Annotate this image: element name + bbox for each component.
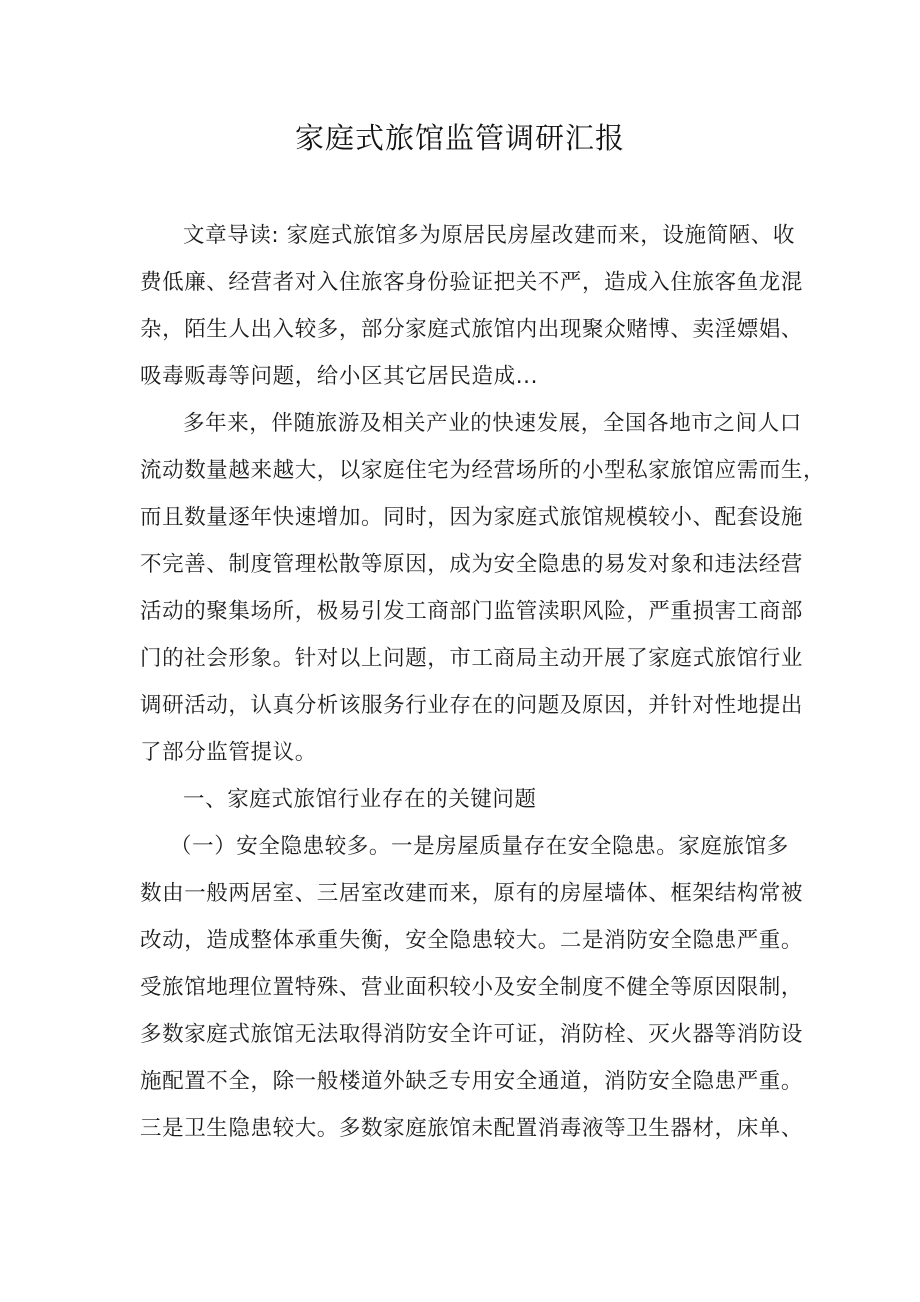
text-line: 而且数量逐年快速增加。同时，因为家庭式旅馆规模较小、配套设施 bbox=[140, 505, 804, 530]
text-line: 调研活动，认真分析该服务行业存在的问题及原因，并针对性地提出 bbox=[140, 693, 804, 718]
text-line: 杂，陌生人出入较多，部分家庭式旅馆内出现聚众赌博、卖淫嫖娼、 bbox=[140, 317, 804, 342]
text-line: 吸毒贩毒等问题，给小区其它居民造成... bbox=[140, 364, 539, 389]
document-title: 家庭式旅馆监管调研汇报 bbox=[294, 121, 625, 155]
subsection-line: （一）安全隐患较多。一是房屋质量存在安全隐患。家庭旅馆多 bbox=[170, 834, 789, 859]
text-line: 文章导读: 家庭式旅馆多为原居民房屋改建而来，设施简陋、收 bbox=[183, 223, 795, 248]
section-heading: 一、家庭式旅馆行业存在的关键问题 bbox=[183, 787, 537, 812]
text-line: 门的社会形象。针对以上问题，市工商局主动开展了家庭式旅馆行业 bbox=[140, 646, 804, 671]
text-line: 改动，造成整体承重失衡，安全隐患较大。二是消防安全隐患严重。 bbox=[140, 928, 804, 953]
text-line: 了部分监管提议。 bbox=[140, 740, 317, 765]
text-line: 多数家庭式旅馆无法取得消防安全许可证，消防栓、灭火器等消防设 bbox=[140, 1022, 804, 1047]
document-body bbox=[140, 212, 826, 1152]
text-line: 施配置不全，除一般楼道外缺乏专用安全通道，消防安全隐患严重。 bbox=[140, 1069, 804, 1094]
text-line: 活动的聚集场所，极易引发工商部门监管渎职风险，严重损害工商部 bbox=[140, 599, 804, 624]
text-line: 受旅馆地理位置特殊、营业面积较小及安全制度不健全等原因限制， bbox=[140, 975, 804, 1000]
text-line: 不完善、制度管理松散等原因，成为安全隐患的易发对象和违法经营 bbox=[140, 552, 804, 577]
text-line: 费低廉、经营者对入住旅客身份验证把关不严，造成入住旅客鱼龙混 bbox=[140, 270, 804, 295]
text-line: 三是卫生隐患较大。多数家庭旅馆未配置消毒液等卫生器材，床单、 bbox=[140, 1116, 804, 1141]
text-line: 多年来，伴随旅游及相关产业的快速发展，全国各地市之间人口 bbox=[183, 411, 802, 436]
text-line: 数由一般两居室、三居室改建而来，原有的房屋墙体、框架结构常被 bbox=[140, 881, 804, 906]
text-line: 流动数量越来越大，以家庭住宅为经营场所的小型私家旅馆应需而生， bbox=[140, 458, 826, 483]
